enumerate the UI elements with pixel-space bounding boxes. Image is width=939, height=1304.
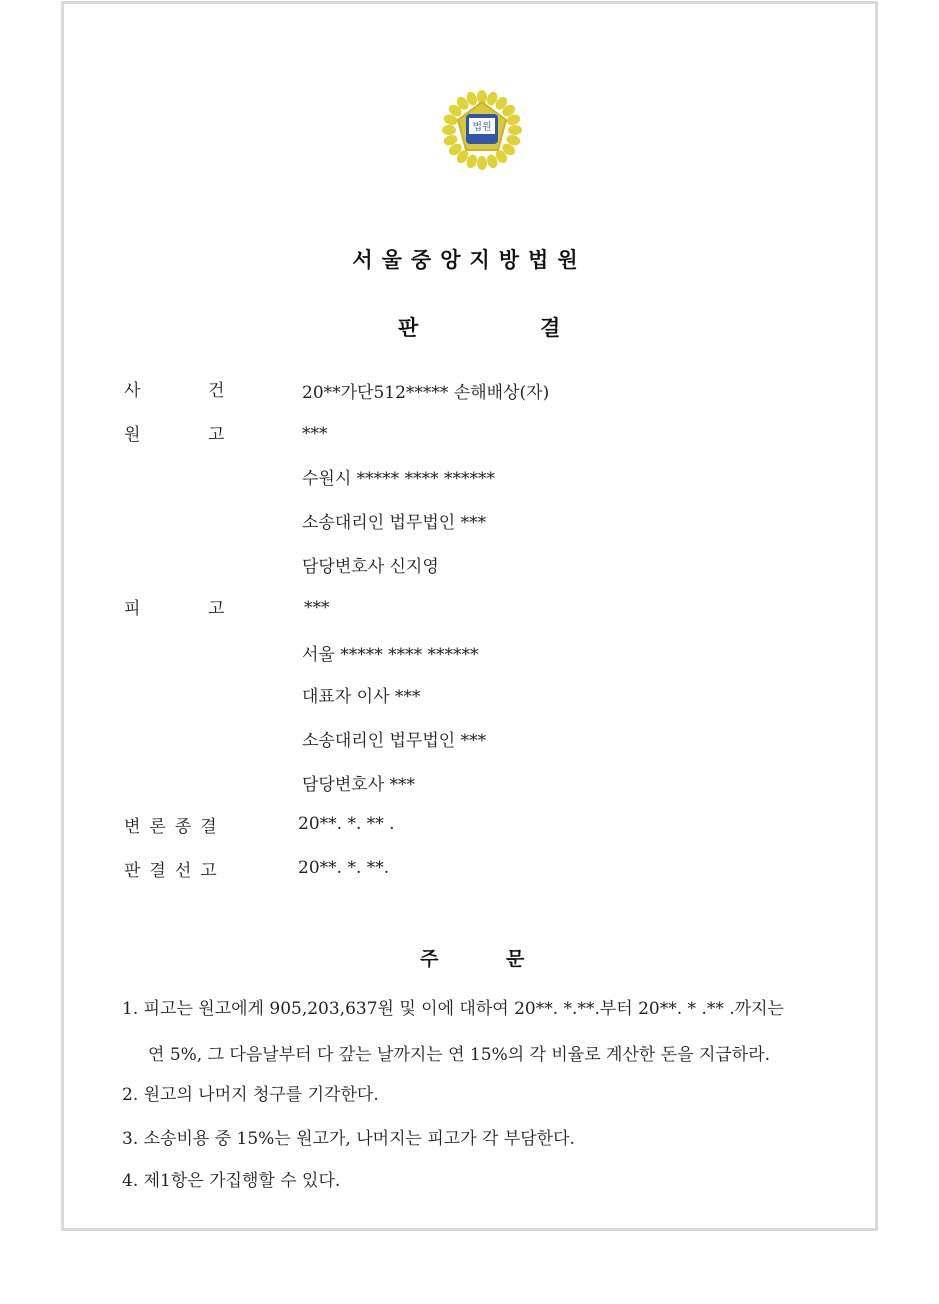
sentencing-label: 판결선고 [124, 861, 226, 881]
order-item-1-continued: 연 5%, 그 다음날부터 다 갚는 날까지는 연 15%의 각 비율로 계산한 돈을 지급하라. [148, 1045, 771, 1065]
order-title-left: 주 [420, 948, 439, 970]
order-item-2: 2. 원고의 나머지 청구를 기각한다. [122, 1085, 379, 1105]
defendant-attorney: 담당변호사 *** [302, 775, 416, 795]
plaintiff-counsel: 소송대리인 법무법인 *** [302, 513, 487, 533]
argument-end-date: 20**. *. ** . [298, 814, 395, 834]
sentencing-date: 20**. *. **. [298, 858, 390, 878]
court-name: 서울중앙지방법원 [352, 248, 587, 272]
case-number: 20**가단512***** 손해배상(자) [302, 383, 550, 403]
defendant-address: 서울 ***** **** ****** [302, 645, 479, 665]
document-title-left: 판 [398, 316, 419, 340]
emblem-petal [508, 125, 522, 135]
argument-end-label: 변론종결 [124, 817, 226, 837]
order-item-3: 3. 소송비용 중 15%는 원고가, 나머지는 피고가 각 부담한다. [122, 1129, 575, 1149]
order-title-right: 문 [506, 948, 525, 970]
defendant-representative: 대표자 이사 *** [302, 687, 421, 707]
plaintiff-address: 수원시 ***** **** ****** [302, 469, 495, 489]
court-emblem-icon [440, 88, 524, 172]
defendant-counsel: 소송대리인 법무법인 *** [302, 731, 487, 751]
order-item-1: 1. 피고는 원고에게 905,203,637원 및 이에 대하여 20**. *.**.부터 20**. * .** .까지는 [122, 999, 784, 1019]
emblem-petal [477, 156, 487, 170]
plaintiff-name: *** [302, 424, 328, 444]
order-item-4: 4. 제1항은 가집행할 수 있다. [122, 1171, 341, 1191]
emblem-petal [442, 125, 456, 135]
document-title-right: 결 [540, 316, 561, 340]
svg-text:법원: 법원 [472, 122, 492, 133]
plaintiff-attorney: 담당변호사 신지영 [302, 557, 439, 577]
defendant-name: *** [304, 598, 330, 618]
